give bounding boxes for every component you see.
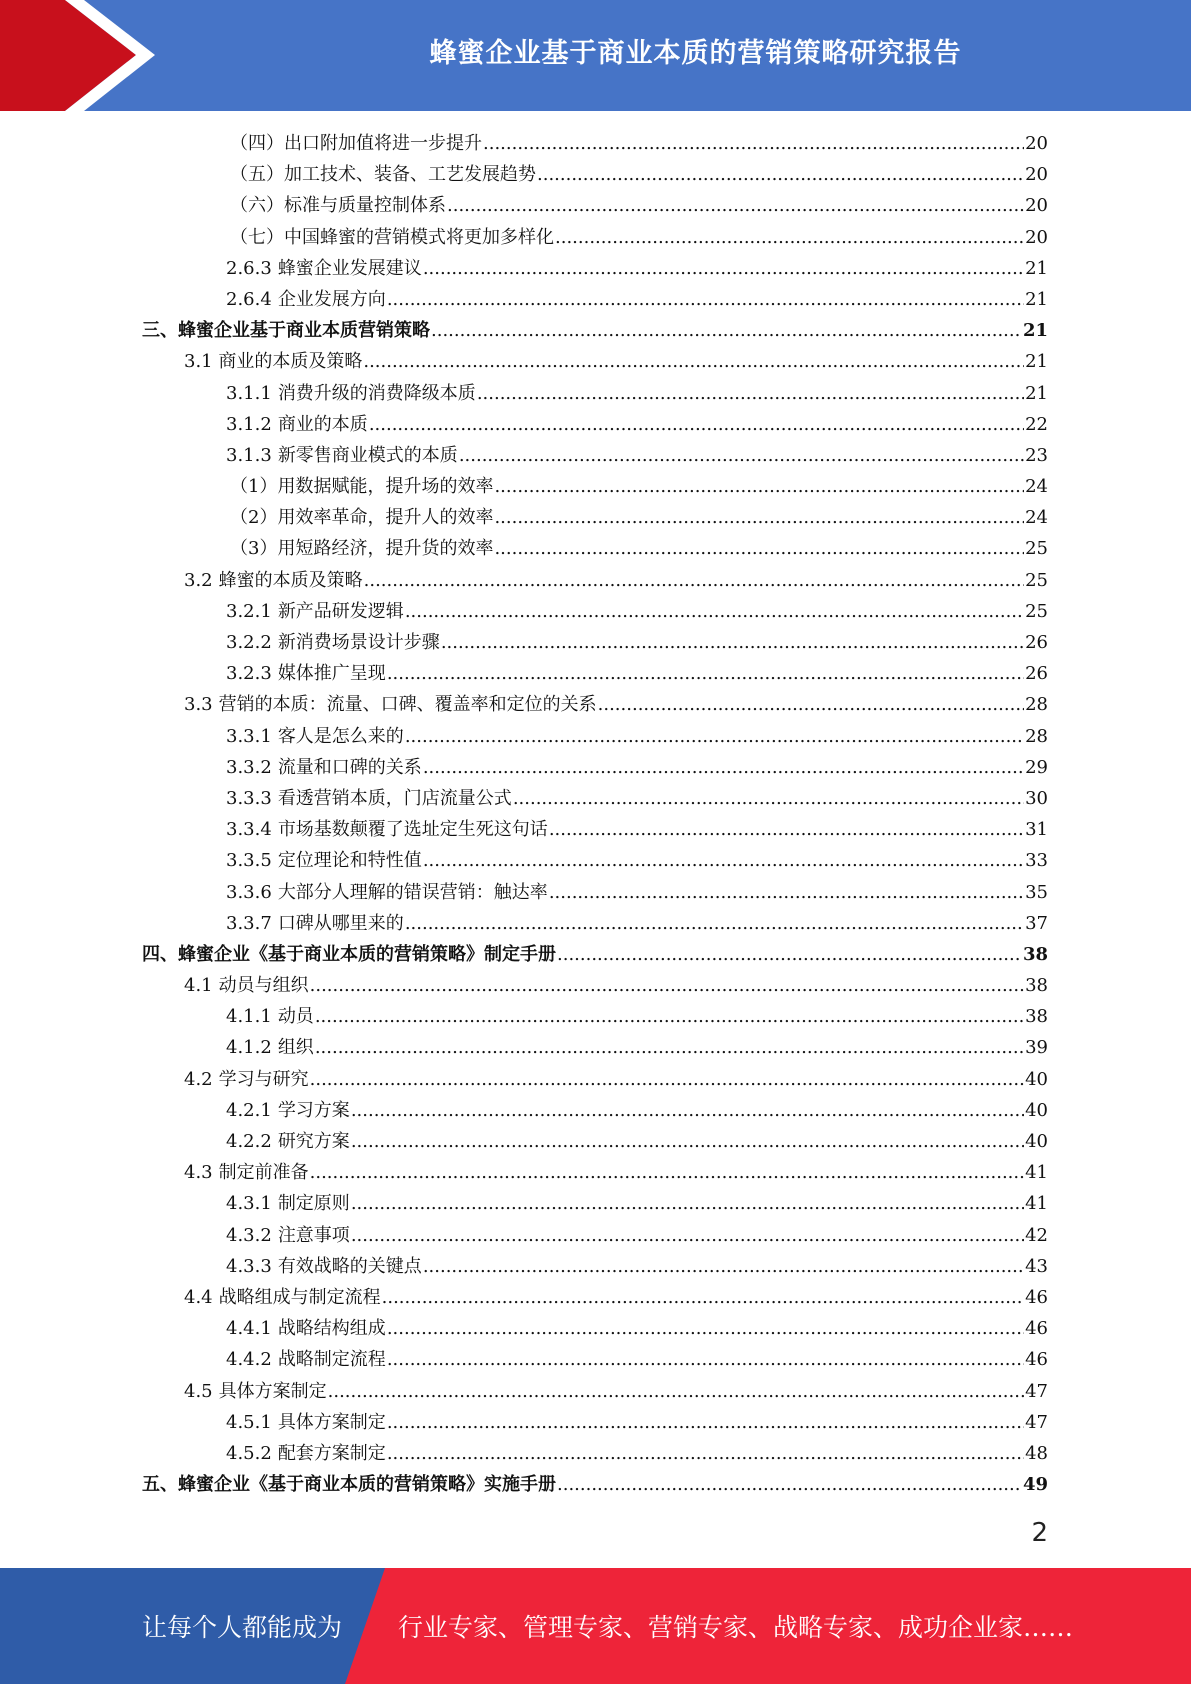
- toc-page-number: 20: [1025, 164, 1048, 186]
- toc-section-number: 3.1.1: [226, 382, 272, 404]
- toc-section-number: 2.6.3: [226, 257, 272, 279]
- dot-leader: [431, 315, 1022, 346]
- toc-entry-title: 战略组成与制定流程: [218, 1286, 381, 1308]
- toc-section-number: 4.5.1: [226, 1411, 272, 1433]
- toc-section-number: 3.2.2: [226, 632, 272, 653]
- dot-leader: [494, 502, 1024, 533]
- toc-entry-title: 制定原则: [277, 1193, 350, 1215]
- toc-section-number: 3.3.1: [226, 725, 272, 747]
- toc-page-number: 21: [1025, 288, 1048, 310]
- toc-section-number: 3.3.6: [226, 881, 272, 903]
- toc-entry-title: 学习方案: [277, 1099, 350, 1121]
- dot-leader: [513, 783, 1024, 814]
- toc-section-number: 4.2.1: [226, 1099, 272, 1121]
- toc-entry-title: 蜂蜜企业发展建议: [277, 257, 422, 279]
- dot-leader: [549, 814, 1024, 845]
- toc-section-number: 4.4.2: [226, 1349, 272, 1371]
- toc-entry[interactable]: [142, 1376, 1048, 1407]
- dot-leader: [310, 1064, 1024, 1095]
- toc-section-number: 3.1.3: [226, 444, 272, 466]
- toc-page-number: 21: [1022, 320, 1048, 342]
- table-of-contents: [142, 128, 1048, 1500]
- toc-entry-title: 新产品研发逻辑: [277, 600, 404, 622]
- toc-section-number: 3.2.1: [226, 600, 272, 622]
- toc-page-number: 46: [1025, 1349, 1048, 1371]
- toc-section-number: 4.5: [184, 1380, 213, 1402]
- toc-entry-title: 新消费场景设计步骤: [277, 632, 440, 653]
- toc-entry[interactable]: [142, 908, 1048, 939]
- toc-entry[interactable]: [142, 378, 1048, 409]
- toc-page-number: 22: [1025, 413, 1048, 435]
- dot-leader: [405, 908, 1024, 939]
- toc-section-number: 4.3.3: [226, 1255, 272, 1277]
- toc-entry[interactable]: [142, 159, 1048, 190]
- toc-chapter-entry[interactable]: [142, 939, 1048, 970]
- toc-entry[interactable]: [142, 814, 1048, 845]
- toc-entry[interactable]: [142, 1157, 1048, 1188]
- dot-leader: [423, 845, 1024, 876]
- toc-section-number: 4.3.1: [226, 1193, 272, 1215]
- toc-entry[interactable]: [142, 284, 1048, 315]
- toc-page-number: 26: [1025, 663, 1048, 685]
- toc-entry-title: 大部分人理解的错误营销：触达率: [277, 881, 548, 903]
- toc-chapter-entry[interactable]: [142, 1469, 1048, 1500]
- toc-entry-title: 市场基数颠覆了选址定生死这句话: [277, 819, 548, 841]
- toc-page-number: 33: [1025, 850, 1048, 872]
- toc-page-number: 40: [1025, 1131, 1048, 1152]
- toc-entry-title: 动员与组织: [218, 975, 309, 997]
- toc-section-number: 4.1.1: [226, 1006, 272, 1028]
- toc-page-number: 38: [1025, 1006, 1048, 1028]
- toc-entry[interactable]: [142, 1064, 1048, 1095]
- toc-entry[interactable]: [142, 502, 1048, 533]
- dot-leader: [494, 471, 1024, 502]
- toc-entry-title: 营销的本质：流量、口碑、覆盖率和定位的关系: [218, 694, 597, 716]
- dot-leader: [387, 284, 1024, 315]
- toc-entry-title: 战略制定流程: [277, 1349, 386, 1371]
- toc-entry[interactable]: [142, 128, 1048, 159]
- dot-leader: [423, 253, 1024, 284]
- toc-page-number: 21: [1025, 351, 1048, 373]
- dot-leader: [423, 752, 1024, 783]
- toc-page-number: 35: [1025, 881, 1048, 903]
- toc-page-number: 46: [1025, 1286, 1048, 1308]
- toc-section-number: 4.4: [184, 1286, 213, 1308]
- toc-section-number: 4.1: [184, 975, 213, 997]
- dot-leader: [405, 721, 1024, 752]
- toc-page-number: 46: [1025, 1318, 1048, 1340]
- dot-leader: [364, 565, 1024, 596]
- dot-leader: [537, 159, 1024, 190]
- toc-entry-title: 新零售商业模式的本质: [277, 444, 458, 466]
- toc-entry-title: 媒体推广呈现: [277, 663, 386, 685]
- toc-page-number: 20: [1025, 133, 1048, 154]
- toc-page-number: 20: [1025, 195, 1048, 217]
- toc-entry[interactable]: [142, 533, 1048, 564]
- toc-page-number: 47: [1025, 1411, 1048, 1433]
- toc-entry[interactable]: [142, 222, 1048, 253]
- toc-entry-title: 五、蜂蜜企业《基于商业本质的营销策略》实施手册: [142, 1474, 556, 1496]
- toc-section-number: 4.5.2: [226, 1442, 272, 1464]
- toc-entry[interactable]: [142, 565, 1048, 596]
- toc-page-number: 25: [1025, 538, 1048, 560]
- toc-entry-title: 战略结构组成: [277, 1318, 386, 1340]
- toc-page-number: 48: [1025, 1442, 1048, 1464]
- dot-leader: [363, 346, 1024, 377]
- dot-leader: [310, 1157, 1024, 1188]
- toc-entry-title: 具体方案制定: [218, 1380, 327, 1402]
- toc-page-number: 43: [1025, 1255, 1048, 1277]
- toc-section-number: 4.1.2: [226, 1037, 272, 1059]
- dot-leader: [351, 1220, 1024, 1251]
- toc-section-number: 3.3: [184, 694, 213, 716]
- toc-entry[interactable]: [142, 253, 1048, 284]
- toc-entry[interactable]: [142, 1220, 1048, 1251]
- dot-leader: [351, 1188, 1024, 1219]
- toc-page-number: 29: [1025, 756, 1048, 778]
- dot-leader: [598, 689, 1024, 720]
- toc-entry-title: 看透营销本质，门店流量公式: [277, 787, 512, 809]
- page-footer: [0, 1568, 1191, 1684]
- toc-section-number: 4.2: [184, 1068, 213, 1090]
- toc-section-number: 2.6.4: [226, 288, 272, 310]
- toc-page-number: 28: [1025, 694, 1048, 716]
- dot-leader: [369, 409, 1024, 440]
- toc-page-number: 39: [1025, 1037, 1048, 1059]
- footer-slogan-right: 行业专家、管理专家、营销专家、战略专家、成功企业家……: [398, 1613, 1074, 1642]
- toc-entry-title: （3）用短路经济，提升货的效率: [230, 538, 494, 560]
- toc-page-number: 24: [1025, 476, 1048, 498]
- dot-leader: [423, 1251, 1024, 1282]
- toc-section-number: 3.3.4: [226, 819, 272, 841]
- dot-leader: [557, 1469, 1022, 1500]
- toc-entry[interactable]: [142, 190, 1048, 221]
- toc-entry[interactable]: [142, 1126, 1048, 1157]
- toc-entry[interactable]: [142, 1001, 1048, 1032]
- toc-entry-title: （1）用数据赋能，提升场的效率: [230, 476, 494, 498]
- toc-entry[interactable]: [142, 845, 1048, 876]
- toc-entry[interactable]: [142, 1438, 1048, 1469]
- toc-page-number: 21: [1025, 382, 1048, 404]
- dot-leader: [315, 1001, 1024, 1032]
- toc-entry-title: （七）中国蜂蜜的营销模式将更加多样化: [230, 226, 554, 248]
- dot-leader: [477, 378, 1024, 409]
- page-header: [0, 0, 1191, 111]
- dot-leader: [351, 1095, 1024, 1126]
- toc-entry-title: 三、蜂蜜企业基于商业本质营销策略: [142, 320, 430, 342]
- dot-leader: [387, 1344, 1024, 1375]
- toc-page-number: 49: [1022, 1474, 1048, 1496]
- toc-page-number: 30: [1025, 787, 1048, 809]
- dot-leader: [549, 877, 1024, 908]
- toc-entry-title: 口碑从哪里来的: [277, 912, 404, 934]
- toc-page-number: 40: [1025, 1099, 1048, 1121]
- dot-leader: [405, 596, 1024, 627]
- toc-section-number: 4.2.2: [226, 1131, 272, 1152]
- dot-leader: [382, 1282, 1024, 1313]
- toc-page-number: 38: [1022, 943, 1048, 965]
- toc-entry-title: 商业的本质: [277, 413, 368, 435]
- toc-entry-title: 定位理论和特性值: [277, 850, 422, 872]
- toc-page-number: 20: [1025, 226, 1048, 248]
- toc-entry[interactable]: [142, 440, 1048, 471]
- toc-entry[interactable]: [142, 1407, 1048, 1438]
- toc-entry[interactable]: [142, 1251, 1048, 1282]
- dot-leader: [387, 1438, 1024, 1469]
- dot-leader: [447, 190, 1024, 221]
- dot-leader: [441, 627, 1024, 658]
- dot-leader: [494, 533, 1024, 564]
- toc-page-number: 47: [1025, 1380, 1048, 1402]
- toc-page-number: 38: [1025, 975, 1048, 997]
- dot-leader: [483, 128, 1024, 159]
- toc-section-number: 3.3.5: [226, 850, 272, 872]
- toc-page-number: 40: [1025, 1068, 1048, 1090]
- toc-section-number: 3.1.2: [226, 413, 272, 435]
- dot-leader: [351, 1126, 1024, 1157]
- toc-section-number: 3.3.2: [226, 756, 272, 778]
- toc-entry-title: 组织: [277, 1037, 314, 1059]
- toc-entry[interactable]: [142, 752, 1048, 783]
- toc-entry-title: 学习与研究: [218, 1068, 309, 1090]
- toc-entry[interactable]: [142, 689, 1048, 720]
- toc-entry[interactable]: [142, 346, 1048, 377]
- toc-page-number: 24: [1025, 507, 1048, 529]
- toc-entry-title: （四）出口附加值将进一步提升: [230, 133, 482, 154]
- toc-page-number: 42: [1025, 1224, 1048, 1246]
- dot-leader: [557, 939, 1022, 970]
- toc-entry-title: 研究方案: [277, 1131, 350, 1152]
- dot-leader: [310, 970, 1024, 1001]
- toc-section-number: 4.3: [184, 1162, 213, 1184]
- toc-entry[interactable]: [142, 1095, 1048, 1126]
- toc-entry-title: （六）标准与质量控制体系: [230, 195, 446, 217]
- toc-entry-title: 3.1 商业的本质及策略: [184, 351, 363, 373]
- toc-entry-title: （五）加工技术、装备、工艺发展趋势: [230, 164, 536, 186]
- dot-leader: [328, 1376, 1024, 1407]
- toc-entry[interactable]: [142, 471, 1048, 502]
- toc-entry-title: 有效战略的关键点: [277, 1255, 422, 1277]
- toc-entry-title: 消费升级的消费降级本质: [277, 382, 476, 404]
- document-title: 蜂蜜企业基于商业本质的营销策略研究报告: [429, 37, 962, 69]
- toc-entry[interactable]: [142, 721, 1048, 752]
- page-number: 2: [1031, 1518, 1048, 1548]
- dot-leader: [387, 1407, 1024, 1438]
- toc-entry[interactable]: [142, 1188, 1048, 1219]
- toc-entry-title: 配套方案制定: [277, 1442, 386, 1464]
- toc-entry[interactable]: [142, 658, 1048, 689]
- toc-entry-title: 企业发展方向: [277, 288, 386, 310]
- toc-entry-title: 蜂蜜的本质及策略: [218, 569, 363, 591]
- toc-entry[interactable]: [142, 970, 1048, 1001]
- toc-page-number: 23: [1025, 444, 1048, 466]
- toc-section-number: 3.2: [184, 569, 213, 591]
- toc-entry-title: 客人是怎么来的: [277, 725, 404, 747]
- toc-entry-title: 流量和口碑的关系: [277, 756, 422, 778]
- toc-section-number: 4.4.1: [226, 1318, 272, 1340]
- toc-page-number: 26: [1025, 632, 1048, 653]
- toc-page-number: 41: [1025, 1193, 1048, 1215]
- dot-leader: [315, 1032, 1024, 1063]
- toc-page-number: 37: [1025, 912, 1048, 934]
- toc-entry-title: 动员: [277, 1006, 314, 1028]
- toc-page-number: 28: [1025, 725, 1048, 747]
- toc-entry-title: 制定前准备: [218, 1162, 309, 1184]
- toc-entry-title: 注意事项: [277, 1224, 350, 1246]
- toc-entry[interactable]: [142, 877, 1048, 908]
- toc-section-number: 3.2.3: [226, 663, 272, 685]
- dot-leader: [387, 1313, 1024, 1344]
- dot-leader: [555, 222, 1024, 253]
- toc-section-number: 3.3.7: [226, 912, 272, 934]
- dot-leader: [459, 440, 1024, 471]
- toc-page-number: 31: [1025, 819, 1048, 841]
- toc-section-number: 4.3.2: [226, 1224, 272, 1246]
- toc-entry[interactable]: [142, 409, 1048, 440]
- toc-entry[interactable]: [142, 783, 1048, 814]
- toc-entry[interactable]: [142, 596, 1048, 627]
- toc-entry-title: 四、蜂蜜企业《基于商业本质的营销策略》制定手册: [142, 943, 556, 965]
- toc-entry[interactable]: [142, 627, 1048, 658]
- footer-slogan-left: 让每个人都能成为: [142, 1613, 343, 1642]
- dot-leader: [387, 658, 1024, 689]
- toc-entry-title: （2）用效率革命，提升人的效率: [230, 507, 494, 529]
- toc-page-number: 21: [1025, 257, 1048, 279]
- toc-entry[interactable]: [142, 1313, 1048, 1344]
- toc-section-number: 3.3.3: [226, 787, 272, 809]
- toc-page-number: 25: [1025, 600, 1048, 622]
- toc-entry-title: 具体方案制定: [277, 1411, 386, 1433]
- toc-page-number: 41: [1025, 1162, 1048, 1184]
- toc-entry[interactable]: [142, 1032, 1048, 1063]
- toc-chapter-entry[interactable]: [142, 315, 1048, 346]
- toc-page-number: 25: [1025, 569, 1048, 591]
- toc-entry[interactable]: [142, 1344, 1048, 1375]
- toc-entry[interactable]: [142, 1282, 1048, 1313]
